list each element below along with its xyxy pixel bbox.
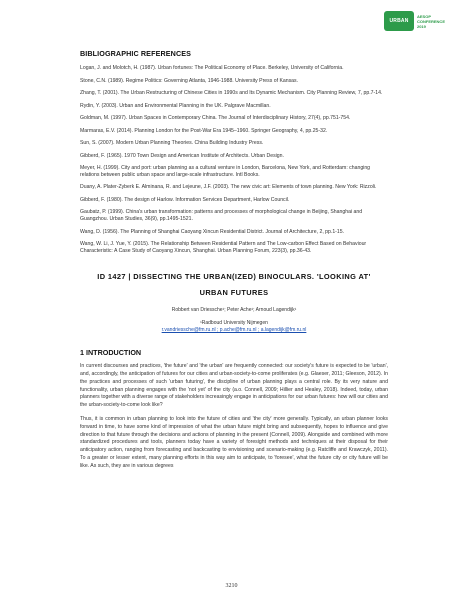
conference-logo — [384, 11, 445, 31]
reference-item: Gibberd, F. (1980). The design of Harlow. Information Services Department, Harlow Council. — [80, 196, 290, 203]
paper-title-line: URBAN FUTURES — [199, 288, 269, 298]
paper-authors: Robbert van Driessche¹; Peter Ache¹; Arnoud Lagendijk¹ — [171, 307, 297, 314]
reference-item: Gibberd, F. (1965). 1970 Town Design and American Institute of Architects. Urban Design. — [80, 152, 284, 159]
author-emails[interactable]: r.vandriessche@fm.ru.nl ; p.ache@fm.ru.nl ; a.lagendijk@fm.ru.nl — [161, 327, 307, 334]
reference-item: Sun, S. (2007). Modern Urban Planning Theories. China Building Industry Press. — [80, 140, 264, 146]
logo-line: CONFERENCE — [416, 18, 445, 24]
reference-item: Stone, C.N. (1989). Regime Politics: Governing Atlanta, 1946-1988. University Press of Kansas. — [80, 77, 299, 84]
reference-item: Zhang, T. (2001). The Urban Restructuring of Chinese Cities in 1990s and Its Dynamic Mechanism. City Planning Review, 7, pp.7-14. — [80, 90, 383, 96]
page-number: 3210 — [225, 583, 238, 589]
paper-affiliation: ¹Radboud University Nijmegen — [200, 320, 268, 327]
reference-item: Wang, D. (1956). The Planning of Shanghai Caoyang Xincun Residential District. Journal of Architecture, 2, pp.1-15. — [80, 228, 345, 235]
body-paragraph: Thus, it is common in urban planning to look into the future of cities and 'the city' more generally. Typically, an urban planner looks forward in time, to have some kind of impression of what the urban future might bring and subsequently, hopes to influence and give direction to that future through the decisions and actions of planning in the present (Connell, 2009). Alongside and combined with more standardized procedures and tools, planners today have a variety of foresight methods and techniques at their disposal for their anticipatory action, ranging from forecasting and backcasting to envisioning and scenario-making (e.g. Ratcliffe and Krawczyk, 2011). To a greater or lesser extent, many planning efforts in this way aim to anticipate, to 'foresee', what the future city or city future will be like. As such, they are in various degrees — [80, 415, 388, 469]
logo-line: 2019 — [416, 23, 426, 29]
logo-text — [417, 14, 445, 29]
introduction-heading: 1 INTRODUCTION — [80, 348, 142, 358]
references-heading: BIBLIOGRAPHIC REFERENCES — [80, 49, 192, 58]
references-list — [80, 65, 388, 255]
reference-item: Duany, A. Plater-Zyberk E. Alminana, R. and Lejeune, J.F. (2003). The new civic art: Elements of town planning. New York: Rizzoli. — [80, 184, 377, 191]
page-content — [80, 49, 388, 476]
body-paragraph: In current discourses and practices, 'the future' and 'the urban' are frequently connected: our society's future is expected to be 'urban', and, accordingly, the anticipation of futures for our cities and urban-society-to-come proliferates (e.g. Glaeser, 2011; Gleeson, 2012). In the practices and processes of such 'urban futuring', the discipline of urban planning plays a central role. By its very nature and functionality, urban planning engages with the 'not yet' of the city (a.o. Connell, 2009; Hillier and Healey, 2018). Indeed, today, urban planners together with a diverse range of stakeholders increasingly engage in anticipations for our urban futures: how will our cities and the urban-society-to-come look like? — [80, 363, 388, 409]
reference-item: Meyer, H. (1999). City and port: urban planning as a cultural venture in London, Barcelona, New York, and Rotterdam: changing relations between public urban space and large-scale infrastructure. Intl Books. — [80, 165, 371, 178]
reference-item: Rydin, Y. (2003). Urban and Environmental Planning in the UK. Palgrave Macmillan. — [80, 102, 271, 109]
paper-title — [80, 269, 388, 301]
reference-item: Logan, J. and Molotch, H. (1987). Urban fortunes: The Political Economy of Place. Berkeley, University of California. — [80, 65, 344, 71]
reference-item: Wang, W. Li, J. Yue, Y. (2015). The Relationship Between Residential Pattern and The Low-carbon Effect Based on Behaviour Characteristic: A Case Study of Caoyang Xincun, Shanghai. Urban Planning Forum, 223(3), pp.36-43. — [80, 241, 367, 255]
reference-item: Goldman, M. (1997). Urban Spaces in Contemporary China. The Journal of Interdisciplinary History, 27(4), pp.751-754. — [80, 115, 351, 121]
reference-item: Marmaras, E.V. (2014). Planning London for the Post-War Era 1945–1960. Springer Geography, 4, pp.25-32. — [80, 127, 328, 134]
paper-title-line: ID 1427 | DISSECTING THE URBAN(IZED) BINOCULARS. 'LOOKING AT' — [97, 272, 371, 282]
logo-line: AESOP — [416, 13, 431, 19]
logo-mark: URBAN — [384, 11, 414, 31]
reference-item: Gaubatz, P. (1999). China's urban transformation: patterns and processes of morphological change in Beijing, Shanghai and Guangzhou. Urban Studies, 36(9), pp.1495-1521. — [80, 209, 363, 223]
